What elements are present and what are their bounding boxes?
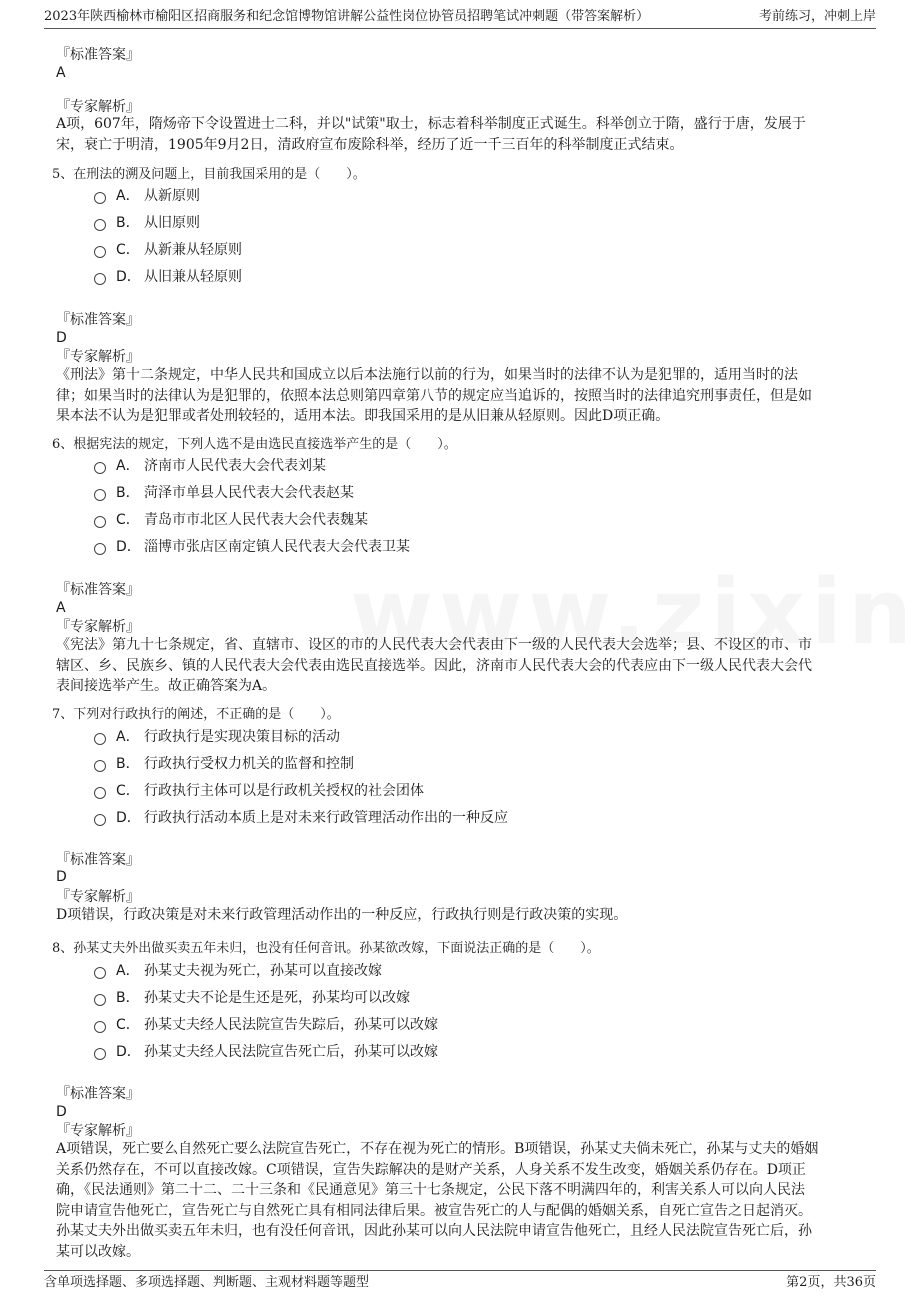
option-letter: B． xyxy=(116,990,140,1006)
analysis-line: 《刑法》第十二条规定，中华人民共和国成立以后本法施行以前的行为，如果当时的法律不认为是犯罪的，适用当时的法 xyxy=(56,367,798,383)
radio-icon[interactable] xyxy=(94,967,106,979)
analysis-text xyxy=(56,114,876,155)
option-letter: C． xyxy=(116,242,140,258)
expert-analysis-label: 『专家解析』 xyxy=(56,349,140,365)
option-text: 行政执行主体可以是行政机关授权的社会团体 xyxy=(144,783,424,799)
option-letter: A． xyxy=(116,458,140,474)
analysis-line: 关系仍然存在，不可以直接改嫁。C项错误，宣告失踪解决的是财产关系，人身关系不发生改变，婚姻关系仍存在。D项正 xyxy=(56,1161,806,1178)
option-letter: D． xyxy=(116,1044,141,1060)
option-letter: A． xyxy=(116,963,140,979)
analysis-line: 表间接选举产生。故正确答案为A。 xyxy=(56,678,277,694)
analysis-line: A项错误，死亡要么自然死亡要么法院宣告死亡，不存在视为死亡的情形。B项错误，孙某丈夫倘未死亡，孙某与丈夫的婚姻 xyxy=(56,1141,819,1157)
analysis-text xyxy=(56,905,876,926)
analysis-line: 《宪法》第九十七条规定，省、直辖市、设区的市的人民代表大会代表由下一级的人民代表大会选举；县、不设区的市、市 xyxy=(56,637,812,653)
option-a[interactable] xyxy=(94,456,326,476)
page-header xyxy=(44,6,876,29)
standard-answer-label: 『标准答案』 xyxy=(56,47,140,63)
option-text: 青岛市市北区人民代表大会代表魏某 xyxy=(144,512,368,528)
option-letter: D． xyxy=(116,269,141,285)
radio-icon[interactable] xyxy=(94,192,106,204)
expert-analysis-label: 『专家解析』 xyxy=(56,1123,140,1139)
option-text: 菏泽市单县人民代表大会代表赵某 xyxy=(144,485,354,501)
radio-icon[interactable] xyxy=(94,219,106,231)
option-b[interactable] xyxy=(94,483,354,503)
option-letter: C． xyxy=(116,1017,140,1033)
analysis-line: 辖区、乡、民族乡、镇的人民代表大会代表由选民直接选举。因此，济南市人民代表大会的代表应由下一级人民代表大会代 xyxy=(56,657,812,674)
standard-answer-label: 『标准答案』 xyxy=(56,1086,140,1102)
page-footer xyxy=(44,1270,876,1295)
option-text: 孙某丈夫经人民法院宣告失踪后，孙某可以改嫁 xyxy=(144,1017,438,1033)
analysis-text xyxy=(56,635,876,697)
expert-analysis-label: 『专家解析』 xyxy=(56,619,140,635)
answer-value: A xyxy=(56,600,66,616)
option-c[interactable] xyxy=(94,510,368,530)
analysis-line: A项，607年，隋炀帝下令设置进士二科，并以"试策"取士，标志着科举制度正式诞生。科举创立于隋，盛行于唐，发展于 xyxy=(56,116,806,132)
option-b[interactable] xyxy=(94,988,410,1008)
option-text: 行政执行是实现决策目标的活动 xyxy=(144,729,340,745)
standard-answer-label: 『标准答案』 xyxy=(56,852,140,868)
expert-analysis-label: 『专家解析』 xyxy=(56,99,140,115)
option-letter: C． xyxy=(116,512,140,528)
option-d[interactable] xyxy=(94,267,242,287)
analysis-line: 律；如果当时的法律认为是犯罪的，依照本法总则第四章第八节的规定应当追诉的，按照当时的法律追究刑事责任，但是如 xyxy=(56,387,812,404)
question-stem: 8、孙某丈夫外出做买卖五年未归，也没有任何音讯。孙某欲改嫁，下面说法正确的是（ ）。 xyxy=(52,941,600,956)
option-text: 从新兼从轻原则 xyxy=(144,242,242,258)
document-title: 2023年陕西榆林市榆阳区招商服务和纪念馆博物馆讲解公益性岗位协管员招聘笔试冲刺题（带答案解析） xyxy=(44,9,650,24)
question-stem: 5、在刑法的溯及问题上，目前我国采用的是（ ）。 xyxy=(52,167,366,182)
radio-icon[interactable] xyxy=(94,760,106,772)
radio-icon[interactable] xyxy=(94,733,106,745)
option-b[interactable] xyxy=(94,754,354,774)
option-letter: B． xyxy=(116,215,140,231)
analysis-line: 某可以改嫁。 xyxy=(56,1243,140,1260)
option-d[interactable] xyxy=(94,537,410,557)
answer-value: D xyxy=(56,330,67,346)
analysis-line: 宋，衰亡于明清，1905年9月2日，清政府宣布废除科举，经历了近一千三百年的科举制度正式结束。 xyxy=(56,136,684,153)
radio-icon[interactable] xyxy=(94,516,106,528)
option-text: 从旧原则 xyxy=(144,215,200,231)
option-text: 淄博市张店区南定镇人民代表大会代表卫某 xyxy=(144,539,410,555)
option-text: 孙某丈夫视为死亡，孙某可以直接改嫁 xyxy=(144,963,382,979)
expert-analysis-label: 『专家解析』 xyxy=(56,889,140,905)
radio-icon[interactable] xyxy=(94,787,106,799)
radio-icon[interactable] xyxy=(94,814,106,826)
radio-icon[interactable] xyxy=(94,462,106,474)
question-stem: 7、下列对行政执行的阐述，不正确的是（ ）。 xyxy=(52,707,340,722)
radio-icon[interactable] xyxy=(94,489,106,501)
radio-icon[interactable] xyxy=(94,1048,106,1060)
option-text: 行政执行活动本质上是对未来行政管理活动作出的一种反应 xyxy=(144,810,508,826)
footer-question-types: 含单项选择题、多项选择题、判断题、主观材料题等题型 xyxy=(44,1275,370,1290)
option-a[interactable] xyxy=(94,727,340,747)
analysis-text xyxy=(56,1139,876,1262)
radio-icon[interactable] xyxy=(94,246,106,258)
standard-answer-label: 『标准答案』 xyxy=(56,582,140,598)
option-a[interactable] xyxy=(94,186,200,206)
option-c[interactable] xyxy=(94,1015,438,1035)
option-text: 从新原则 xyxy=(144,188,200,204)
option-letter: C． xyxy=(116,783,140,799)
option-a[interactable] xyxy=(94,961,382,981)
option-letter: B． xyxy=(116,756,140,772)
option-letter: A． xyxy=(116,188,140,204)
radio-icon[interactable] xyxy=(94,1021,106,1033)
header-slogan: 考前练习，冲刺上岸 xyxy=(758,9,876,24)
question-stem: 6、根据宪法的规定，下列人选不是由选民直接选举产生的是（ ）。 xyxy=(52,437,457,452)
option-text: 济南市人民代表大会代表刘某 xyxy=(144,458,326,474)
option-c[interactable] xyxy=(94,781,424,801)
option-c[interactable] xyxy=(94,240,242,260)
answer-value: D xyxy=(56,869,67,885)
radio-icon[interactable] xyxy=(94,994,106,1006)
option-letter: A． xyxy=(116,729,140,745)
analysis-line: 确，《民法通则》第二十二、二十三条和《民通意见》第三十七条规定，公民下落不明满四年的，利害关系人可以向人民法 xyxy=(56,1182,805,1198)
option-text: 行政执行受权力机关的监督和控制 xyxy=(144,756,354,772)
analysis-text xyxy=(56,365,876,427)
option-d[interactable] xyxy=(94,1042,438,1062)
analysis-line: D项错误，行政决策是对未来行政管理活动作出的一种反应，行政执行则是行政决策的实现。 xyxy=(56,907,628,923)
analysis-line: 果本法不认为是犯罪或者处刑较轻的，适用本法。即我国采用的是从旧兼从轻原则。因此D项正确。 xyxy=(56,408,670,424)
option-b[interactable] xyxy=(94,213,200,233)
answer-value: A xyxy=(56,65,66,81)
standard-answer-label: 『标准答案』 xyxy=(56,312,140,328)
answer-value: D xyxy=(56,1104,67,1120)
radio-icon[interactable] xyxy=(94,273,106,285)
option-text: 孙某丈夫经人民法院宣告死亡后，孙某可以改嫁 xyxy=(144,1044,438,1060)
option-d[interactable] xyxy=(94,808,508,828)
option-letter: B． xyxy=(116,485,140,501)
analysis-line: 孙某丈夫外出做买卖五年未归，也有没任何音讯，因此孙某可以向人民法院申请宣告他死亡，且经人民法院宣告死亡后，孙 xyxy=(56,1223,812,1239)
radio-icon[interactable] xyxy=(94,543,106,555)
option-text: 从旧兼从轻原则 xyxy=(144,269,242,285)
page-number: 第2页，共36页 xyxy=(786,1275,876,1290)
option-text: 孙某丈夫不论是生还是死，孙某均可以改嫁 xyxy=(144,990,410,1006)
option-letter: D． xyxy=(116,539,141,555)
option-letter: D． xyxy=(116,810,141,826)
analysis-line: 院申请宣告他死亡，宣告死亡与自然死亡具有相同法律后果。被宣告死亡的人与配偶的婚姻关系，自死亡宣告之日起消灭。 xyxy=(56,1202,812,1219)
